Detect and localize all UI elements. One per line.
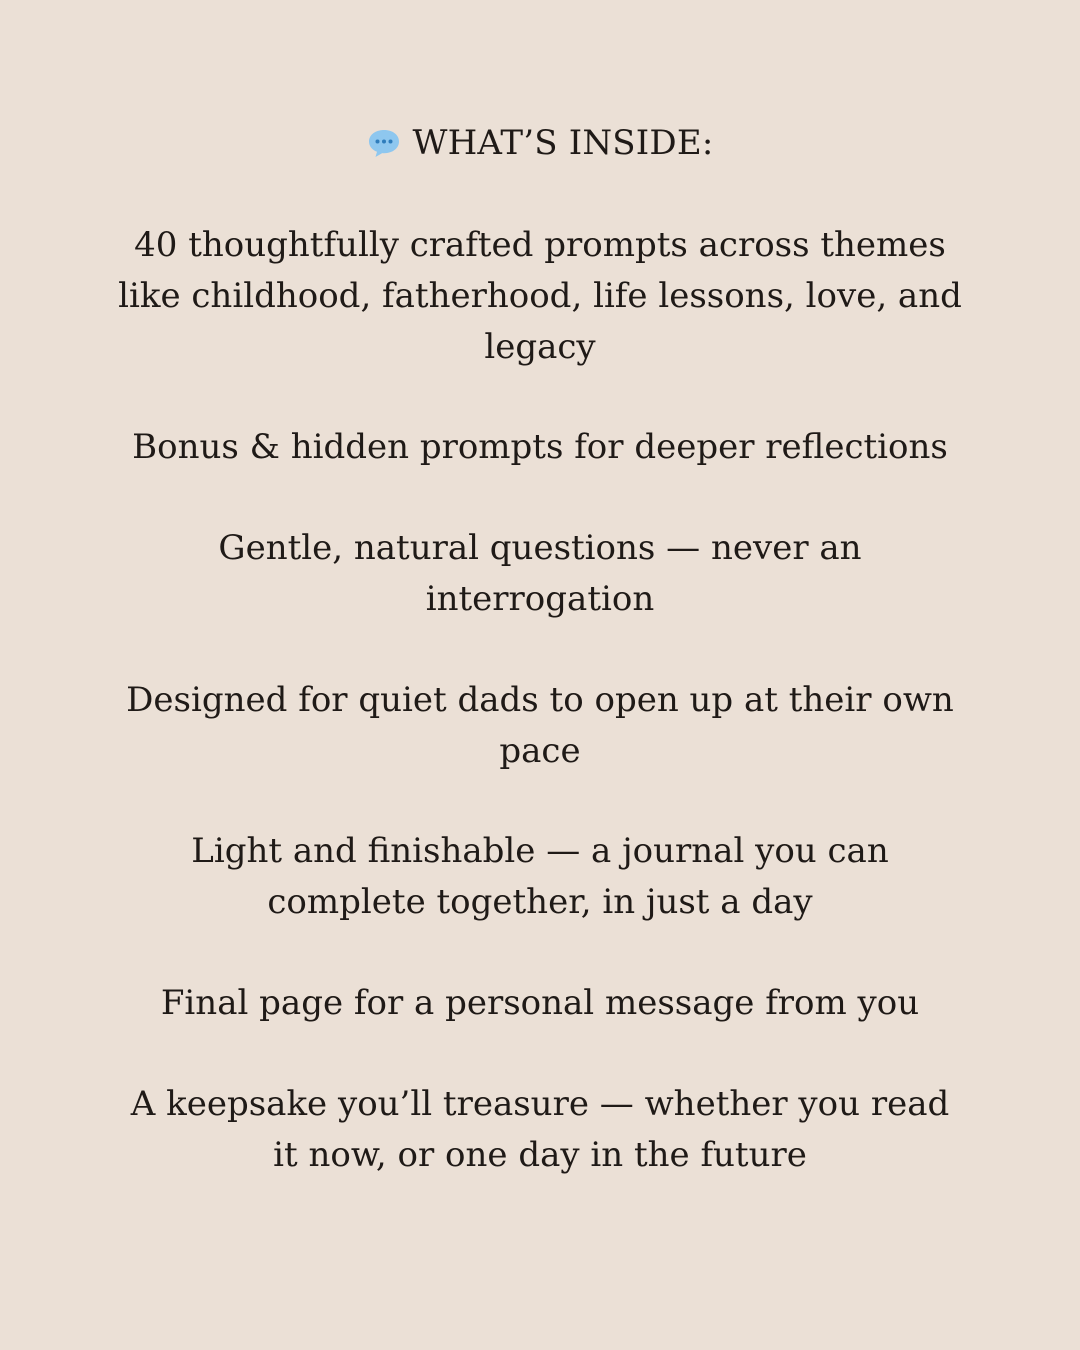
speech-bubble-icon [366,125,402,161]
feature-item-quiet-dads: Designed for quiet dads to open up at their own pace [126,680,954,771]
feature-item-finishable-journal: Light and finishable — a journal you can complete together, in just a day [191,831,889,922]
feature-item-gentle-questions: Gentle, natural questions — never an interrogation [218,528,862,619]
feature-item-keepsake: A keepsake you’ll treasure — whether you read it now, or one day in the future [130,1084,950,1175]
section-title: WHAT’S INSIDE: [412,123,714,163]
whats-inside-header [0,118,1080,168]
feature-item-personal-message: Final page for a personal message from you [160,983,920,1023]
feature-item-prompts: 40 thoughtfully crafted prompts across themes like childhood, fatherhood, life lessons, love, and legacy [118,225,962,367]
feature-item-bonus-prompts: Bonus & hidden prompts for deeper reflections [132,427,948,467]
